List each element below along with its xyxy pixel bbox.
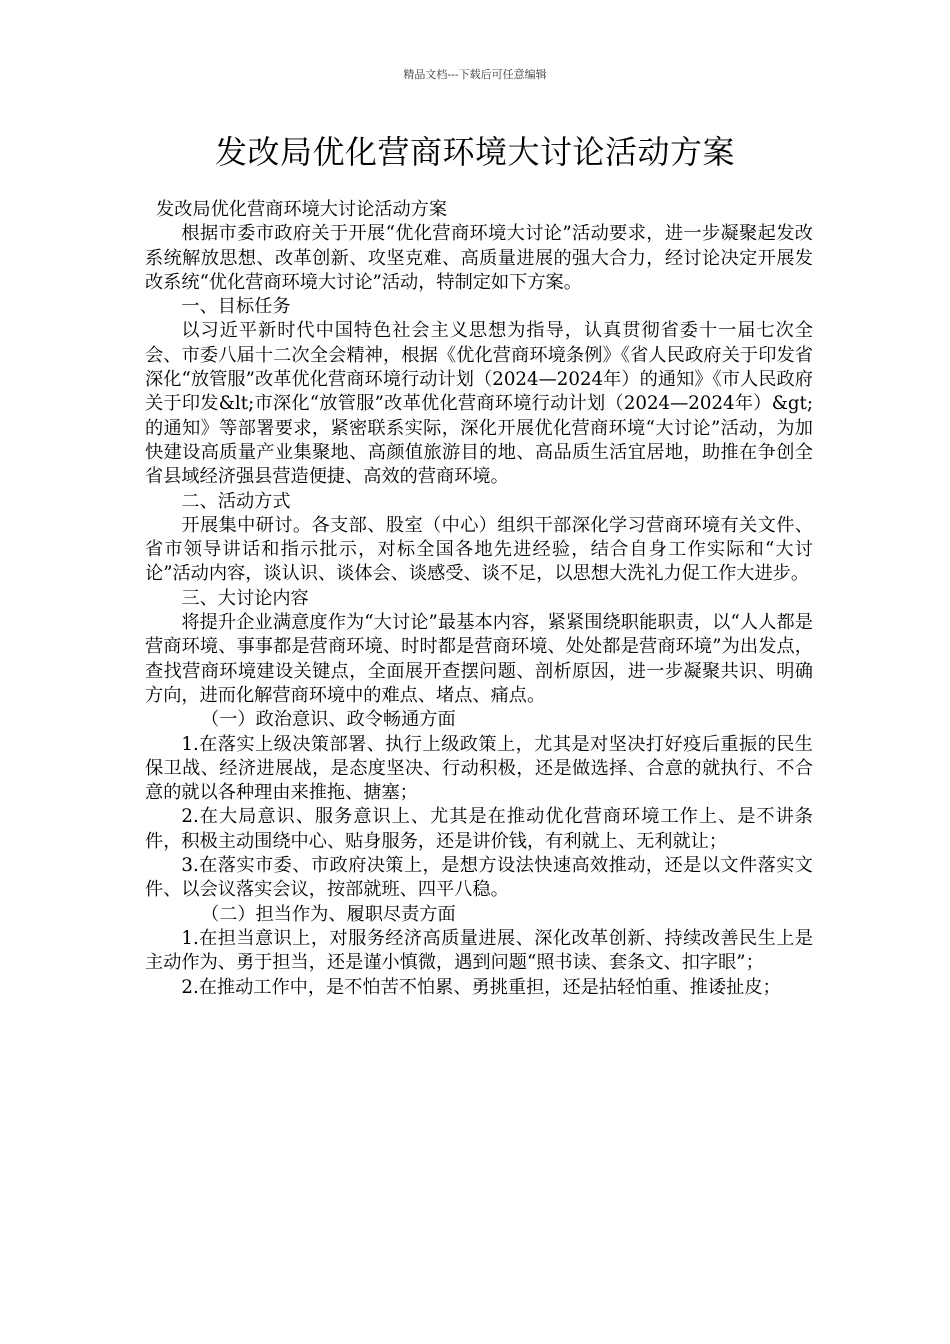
body-paragraph: 开展集中研讨。各支部、股室（中心）组织干部深化学习营商环境有关文件、省市领导讲话和指示批示，对标全国各地先进经验，结合自身工作实际和“大讨论”活动内容，谈认识、谈体会、谈感受、谈不足，以思想大洗礼力促工作大进步。 (145, 514, 813, 585)
section-heading: 二、活动方式 (181, 490, 291, 512)
list-item: 1.在担当意识上，对服务经济高质量进展、深化改革创新、持续改善民生上是主动作为、勇于担当，还是谨小慎微，遇到问题“照书读、套条文、扣字眼”； (145, 927, 813, 974)
section-heading: 一、目标任务 (181, 296, 291, 318)
body-title: 发改局优化营商环境大讨论活动方案 (156, 199, 448, 220)
intro-paragraph: 根据市委市政府关于开展“优化营商环境大讨论”活动要求，进一步凝聚起发改系统解放思想、改革创新、攻坚克难、高质量进展的强大合力，经讨论决定开展发改系统“优化营商环境大讨论”活动，特制定如下方案。 (145, 223, 813, 293)
section-heading: 三、大讨论内容 (181, 587, 309, 609)
document-title: 发改局优化营商环境大讨论活动方案 (214, 133, 735, 171)
list-item: 3.在落实市委、市政府决策上，是想方设法快速高效推动，还是以文件落实文件、以会议落实会议，按部就班、四平八稳。 (145, 855, 813, 901)
subsection-heading: （一）政治意识、政令畅通方面 (201, 709, 456, 731)
list-item: 2.在推动工作中，是不怕苦不怕累、勇挑重担，还是拈轻怕重、推诿扯皮； (181, 976, 781, 998)
body-paragraph: 将提升企业满意度作为“大讨论”最基本内容，紧紧围绕职能职责，以“人人都是营商环境、事事都是营商环境、时时都是营商环境、处处都是营商环境”为出发点，查找营商环境建设关键点，全面展开查摆问题、剖析原因，进一步凝聚共识、明确方向，进而化解营商环境中的难点、堵点、痛点。 (145, 612, 813, 706)
page-header: 精品文档---下载后可任意编辑 (403, 68, 547, 81)
list-item: 1.在落实上级决策部署、执行上级政策上，尤其是对坚决打好疫后重振的民生保卫战、经济进展战，是态度坚决、行动积极，还是做选择、合意的就执行、不合意的就以各种理由来推拖、搪塞； (145, 733, 813, 804)
subsection-heading: （二）担当作为、履职尽责方面 (201, 903, 456, 925)
body-paragraph: 以习近平新时代中国特色社会主义思想为指导，认真贯彻省委十一届七次全会、市委八届十二次全会精神，根据《优化营商环境条例》《省人民政府关于印发省深化“放管服”改革优化营商环境行动计划（2024—2024年）的通知》《市人民政府关于印发&lt;市深化“放管服”改革优化营商环境行动计划（2024—2024年）&gt;的通知》等部署要求，紧密联系实际，深化开展优化营商环境“大讨论”活动，为加快建设高质量产业集聚地、高颜值旅游目的地、高品质生活宜居地，助推在争创全省县域经济强县营造便捷、高效的营商环境。 (145, 320, 813, 488)
list-item: 2.在大局意识、服务意识上、尤其是在推动优化营商环境工作上、是不讲条件，积极主动围绕中心、贴身服务，还是讲价钱，有利就上、无利就让； (145, 806, 813, 852)
document-body (145, 198, 813, 1000)
